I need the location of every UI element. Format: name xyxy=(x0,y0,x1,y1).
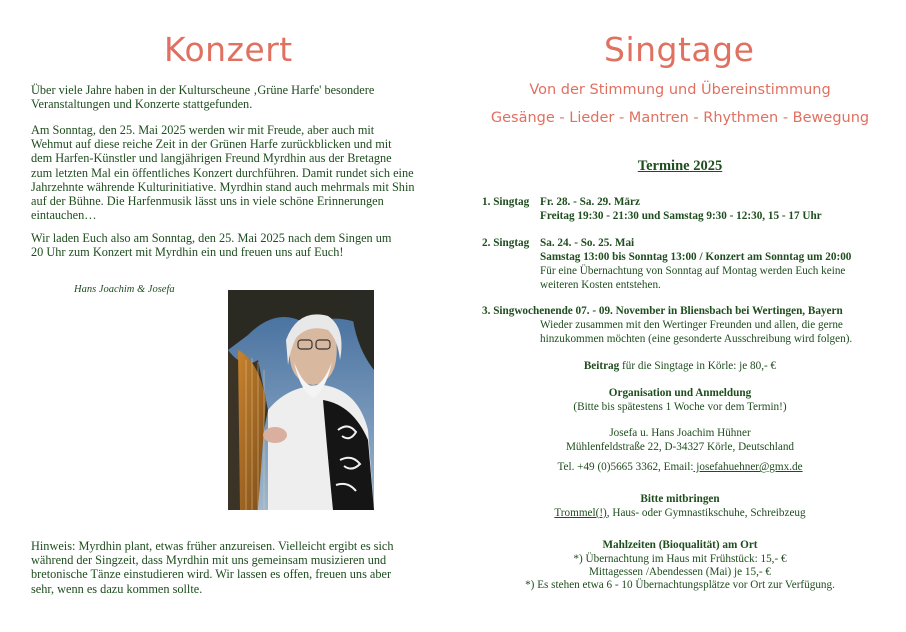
organisation-note: (Bitte bis spätestens 1 Woche vor dem Termin!) xyxy=(573,401,787,413)
email-link[interactable]: josefahuehner@gmx.de xyxy=(693,461,803,473)
mitbringen-list xyxy=(470,506,890,520)
contact-address: Mühlenfeldstraße 22, D-34327 Körle, Deutschland xyxy=(565,441,795,453)
singtag-2-time: Samstag 13:00 bis Sonntag 13:00 / Konzert am Sonntag um 20:00 xyxy=(540,251,852,263)
termine-heading: Termine 2025 xyxy=(637,158,723,174)
singtage-subtitle: Von der Stimmung und Übereinstimmung xyxy=(529,82,831,98)
singtag-1-label: 1. Singtag xyxy=(482,196,530,208)
singtag-1-date: Fr. 28. - Sa. 29. März xyxy=(540,196,640,208)
intro-paragraph: Über viele Jahre haben in der Kulturscheune ‚Grüne Harfe' besondere Veranstaltungen und Konzerte stattgefunden. xyxy=(31,83,375,112)
harpist-photo xyxy=(228,290,374,510)
singtage-title: Singtage xyxy=(604,30,755,69)
singtag-2-date: Sa. 24. - So. 25. Mai xyxy=(540,237,635,249)
singtag-2-note-2: weiteren Kosten entstehen. xyxy=(540,279,661,291)
singtag-1-time: Freitag 19:30 - 21:30 und Samstag 9:30 - 12:30, 15 - 17 Uhr xyxy=(540,210,822,222)
contact-tel xyxy=(470,460,890,474)
hint-paragraph: Hinweis: Myrdhin plant, etwas früher anzureisen. Vielleicht ergibt es sich während der Singzeit, dass Myrdhin mit uns gemeinsam musizieren und bretonische Tänze einstudieren wird. Wir lassen es offen, freuen uns aber sehr, wenn es dazu kommen sollte. xyxy=(31,539,394,596)
contact-names: Josefa u. Hans Joachim Hühner xyxy=(609,427,751,439)
beitrag xyxy=(470,359,890,373)
organisation-heading: Organisation und Anmeldung xyxy=(608,387,752,399)
singtage-themes: Gesänge - Lieder - Mantren - Rhythmen - Bewegung xyxy=(490,110,870,126)
singtag-2-note-1: Für eine Übernachtung von Sonntag auf Montag werden Euch keine xyxy=(540,265,846,277)
mitbringen-text: , Haus- oder Gymnastikschuhe, Schreibzeug xyxy=(606,507,806,519)
beitrag-text: für die Singtage in Körle: je 80,- € xyxy=(619,360,777,372)
mahlzeiten-line-1: *) Übernachtung im Haus mit Frühstück: 15,- € xyxy=(573,553,787,565)
singwochenende-note-2: hinzukommen möchten (eine gesonderte Ausschreibung wird folgen). xyxy=(540,333,853,345)
konzert-title: Konzert xyxy=(164,30,293,69)
mahlzeiten-heading: Mahlzeiten (Bioqualität) am Ort xyxy=(602,539,758,551)
harpist-photo-image xyxy=(228,290,374,510)
singtag-2-label: 2. Singtag xyxy=(482,237,530,249)
invitation-paragraph: Wir laden Euch also am Sonntag, den 25. Mai 2025 nach dem Singen um 20 Uhr zum Konzert mit Myrdhin ein und freuen uns auf Euch! xyxy=(31,231,392,260)
trommel-link[interactable]: Trommel(!) xyxy=(554,507,607,519)
singwochenende-note-1: Wieder zusammen mit den Wertinger Freunden und allen, die gerne xyxy=(540,319,843,331)
mahlzeiten-line-3: *) Es stehen etwa 6 - 10 Übernachtungsplätze vor Ort zur Verfügung. xyxy=(525,579,835,591)
signature: Hans Joachim & Josefa xyxy=(74,284,175,295)
mitbringen-heading: Bitte mitbringen xyxy=(640,493,720,505)
mahlzeiten-line-2: Mittagessen /Abendessen (Mai) je 15,- € xyxy=(588,566,772,578)
contact-tel-text: Tel. +49 (0)5665 3362, Email: xyxy=(557,461,694,473)
concert-paragraph: Am Sonntag, den 25. Mai 2025 werden wir mit Freude, aber auch mit Wehmut auf diese reiche Zeit in der Grünen Harfe zurückblicken und mit dem Harfen-Künstler und langjährigen Freund Myrdhin aus der Bretagne zum letzten Mal ein öffentliches Konzert durchführen. Damit rundet sich eine Jahrzehnte währende Kulturinitiative. Myrdhin stand auch mehrmals mit Shin auf der Bühne. Die Harfenmusik lässt uns in viele schöne Erinnerungen eintauchen… xyxy=(31,123,415,223)
beitrag-label: Beitrag xyxy=(583,360,620,372)
singwochenende-label: 3. Singwochenende 07. - 09. November in Bliensbach bei Wertingen, Bayern xyxy=(482,305,843,317)
